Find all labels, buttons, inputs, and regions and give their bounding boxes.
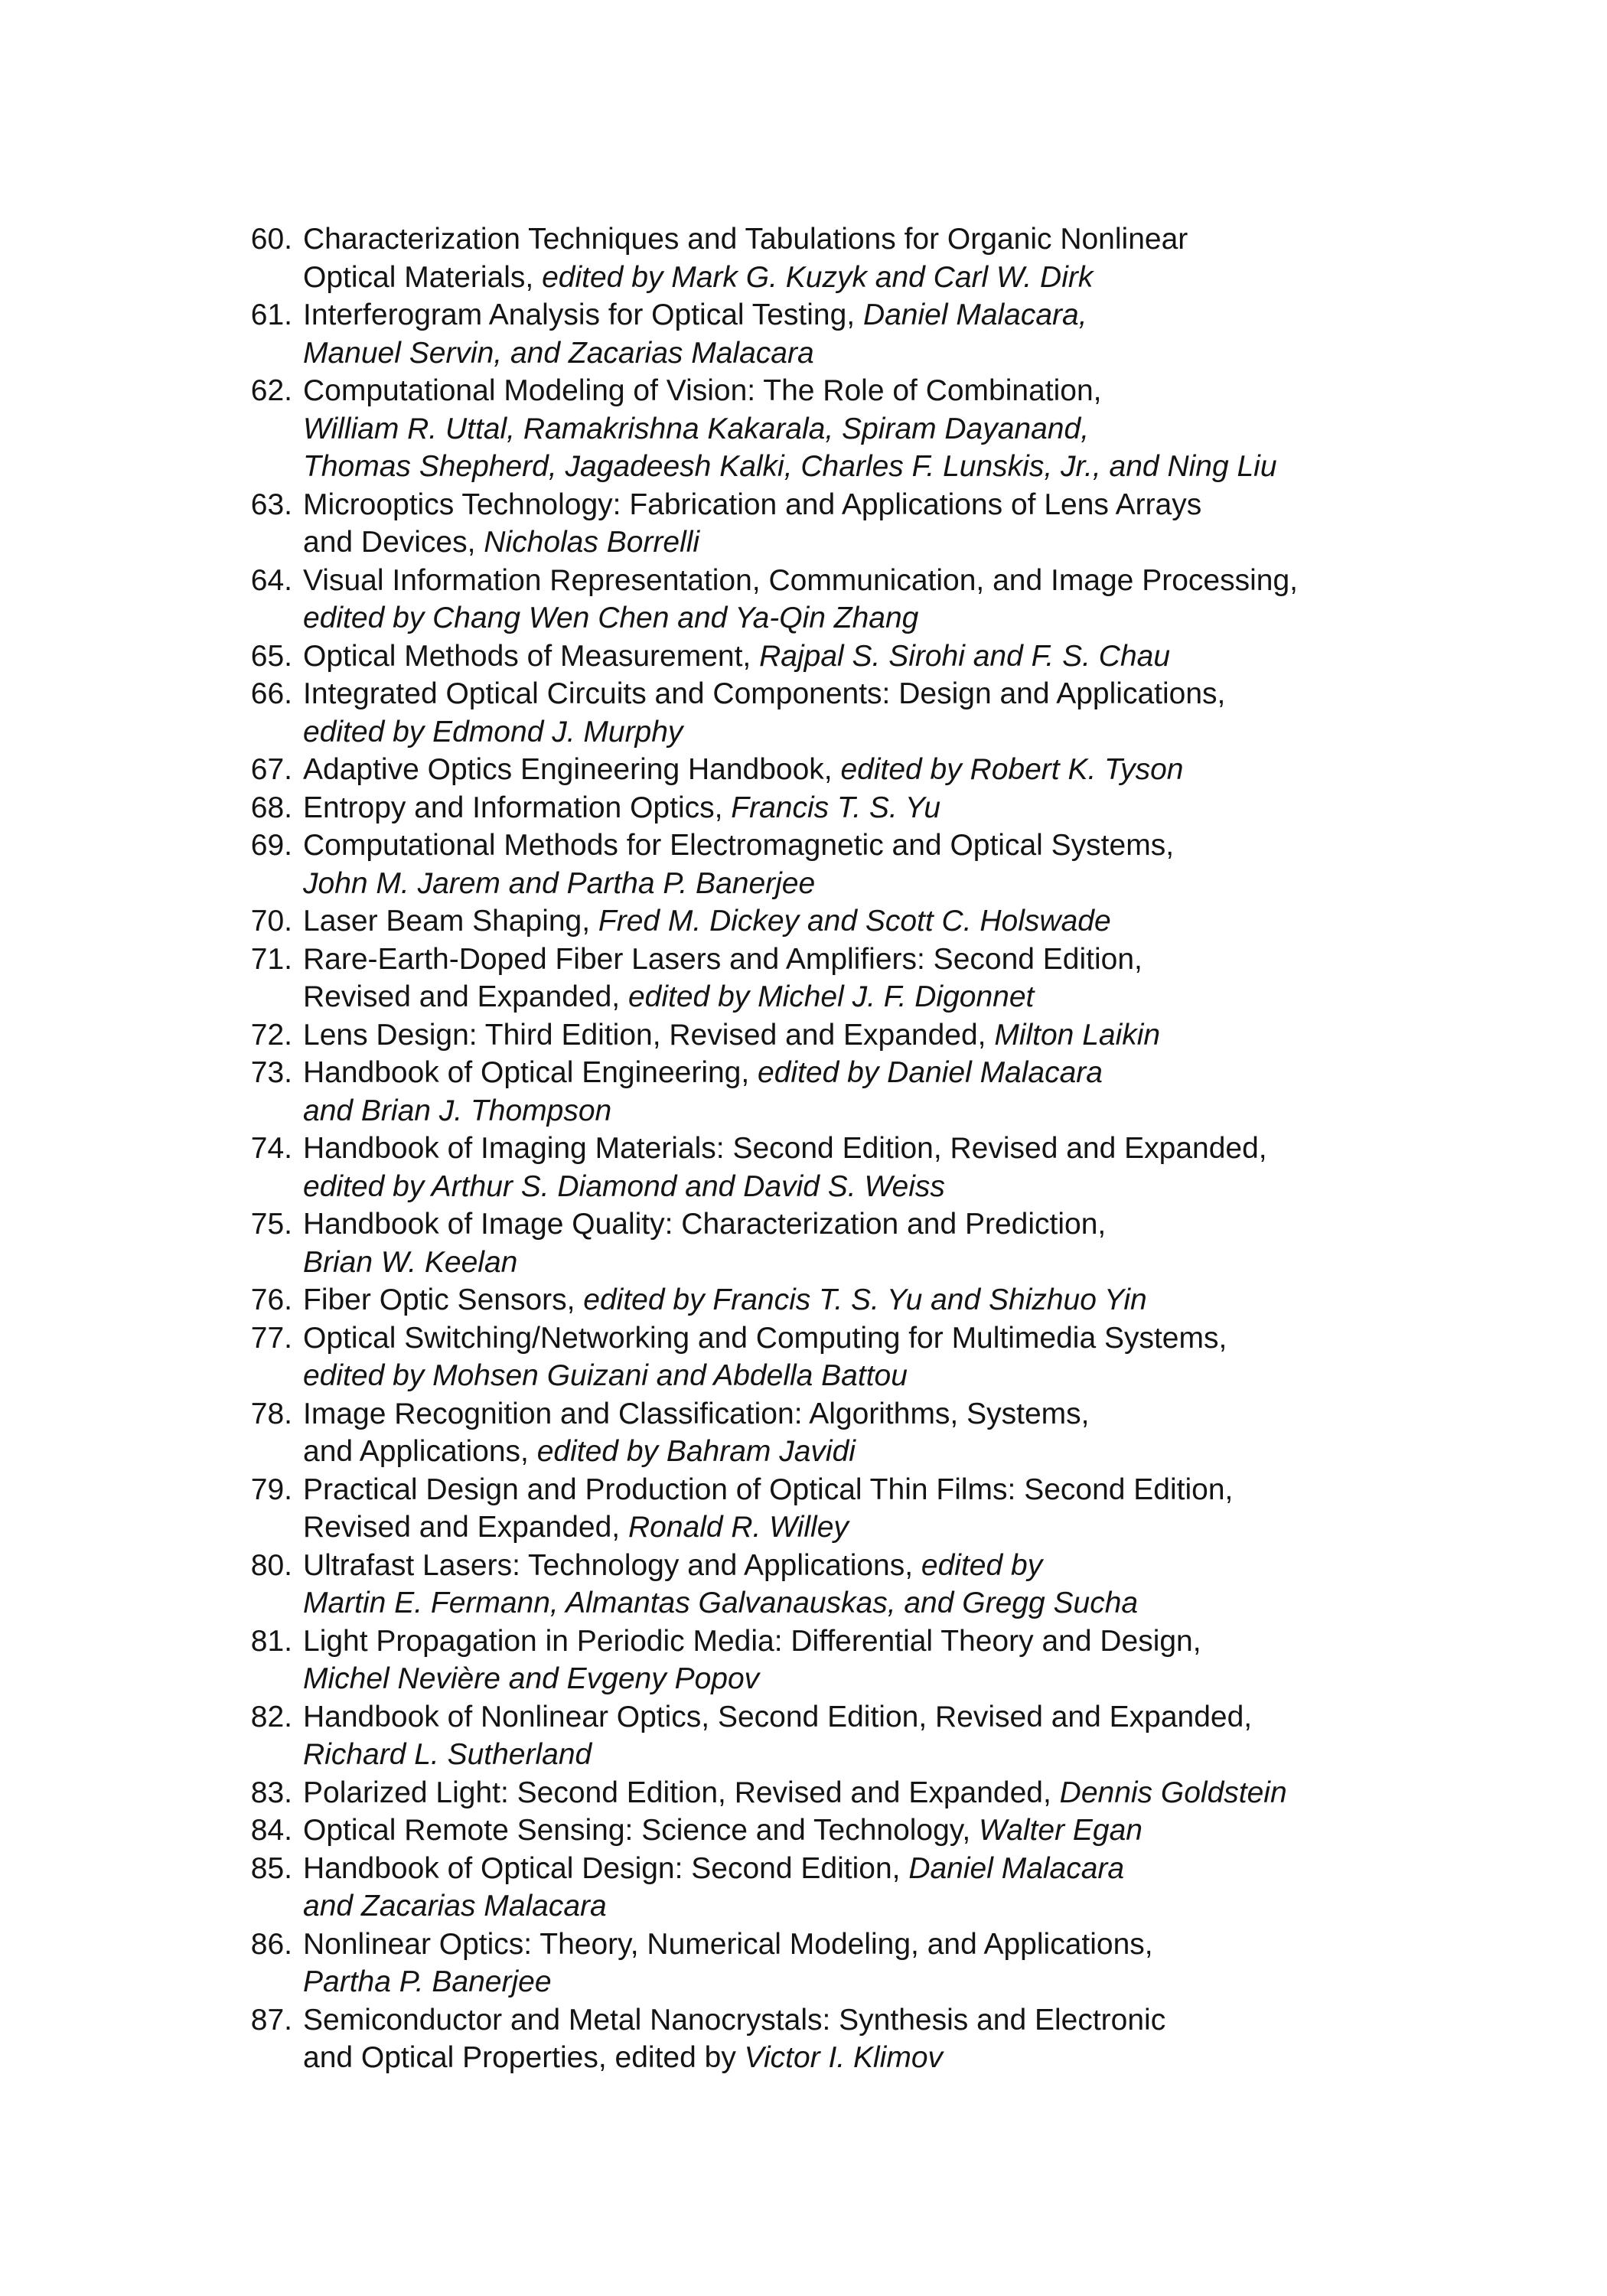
author-text: Ronald R. Willey <box>627 1511 849 1544</box>
list-item <box>230 1016 1423 1055</box>
list-item <box>230 827 1423 902</box>
entry-citation <box>292 1319 1227 1395</box>
entry-citation <box>292 1471 1233 1547</box>
author-text: Rajpal S. Sirohi and F. S. Chau <box>759 639 1171 673</box>
entry-citation <box>292 2001 1165 2077</box>
entry-number: 63. <box>250 488 292 521</box>
author-text: edited by <box>921 1548 1043 1582</box>
entry-number: 71. <box>250 942 292 976</box>
list-item <box>230 1547 1423 1623</box>
author-text: Milton Laikin <box>994 1018 1161 1052</box>
entry-citation <box>292 941 1143 1016</box>
entry-citation <box>292 1926 1153 2001</box>
title-text: Handbook of Imaging Materials: Second Edition, Revised and Expanded, <box>303 1132 1267 1165</box>
title-text: Laser Beam Shaping, <box>303 905 598 938</box>
citation-line <box>303 410 1277 448</box>
author-text: edited by Michel J. F. Digonnet <box>627 980 1035 1013</box>
entry-number: 68. <box>250 791 292 824</box>
author-text: edited by Bahram Javidi <box>536 1435 856 1468</box>
entry-citation <box>292 1205 1106 1281</box>
entry-number: 65. <box>250 639 292 673</box>
title-text: Characterization Techniques and Tabulations for Organic Nonlinear <box>303 223 1188 256</box>
title-text: Optical Remote Sensing: Science and Technology, <box>303 1814 980 1847</box>
list-item <box>230 1850 1423 1926</box>
citation-line <box>303 523 1201 562</box>
entry-citation <box>292 1130 1267 1205</box>
entry-citation <box>292 486 1201 562</box>
entry-number: 73. <box>250 1056 292 1089</box>
entry-citation <box>292 1774 1287 1812</box>
entry-citation <box>292 1547 1138 1623</box>
entry-number: 61. <box>250 298 292 331</box>
title-text: and Devices, <box>303 526 484 559</box>
author-text: Thomas Shepherd, Jagadeesh Kalki, Charles F. Lunskis, Jr., and Ning Liu <box>303 450 1277 483</box>
title-text: Computational Modeling of Vision: The Role of Combination, <box>303 374 1102 407</box>
title-text: Adaptive Optics Engineering Handbook, <box>303 753 841 786</box>
entry-number: 79. <box>250 1473 292 1506</box>
entry-citation <box>292 827 1174 902</box>
entry-number: 75. <box>250 1208 292 1241</box>
author-text: Dennis Goldstein <box>1059 1776 1287 1809</box>
citation-line <box>303 1433 1089 1471</box>
citation-line <box>303 1887 1124 1926</box>
entry-citation <box>292 1623 1201 1698</box>
author-text: Fred M. Dickey and Scott C. Holswade <box>598 905 1111 938</box>
citation-line <box>303 599 1298 638</box>
citation-line <box>303 562 1298 600</box>
list-item <box>230 902 1423 941</box>
author-text: Martin E. Fermann, Almantas Galvanauskas, and Gregg Sucha <box>303 1587 1139 1619</box>
title-text: Revised and Expanded, <box>303 980 628 1013</box>
entry-number: 76. <box>250 1283 292 1316</box>
author-text: Walter Egan <box>979 1814 1143 1847</box>
citation-line <box>303 675 1225 713</box>
list-item <box>230 2001 1423 2077</box>
citation-line <box>303 1205 1106 1244</box>
title-text: Microoptics Technology: Fabrication and Applications of Lens Arrays <box>303 488 1202 521</box>
title-text: Revised and Expanded, <box>303 1511 628 1544</box>
citation-line <box>303 1623 1201 1661</box>
citation-line <box>303 1963 1153 2001</box>
author-text: edited by Mark G. Kuzyk and Carl W. Dirk <box>542 260 1094 294</box>
list-item <box>230 1774 1423 1812</box>
citation-line <box>303 1926 1153 1964</box>
entry-number: 74. <box>250 1132 292 1165</box>
list-item <box>230 675 1423 751</box>
entry-number: 72. <box>250 1018 292 1052</box>
author-text: Daniel Malacara <box>908 1851 1125 1885</box>
entry-citation <box>292 638 1170 676</box>
citation-line <box>303 1092 1103 1130</box>
citation-line <box>303 2039 1165 2077</box>
citation-line <box>303 259 1188 297</box>
list-item <box>230 1054 1423 1130</box>
title-text: Polarized Light: Second Edition, Revised and Expanded, <box>303 1776 1060 1809</box>
book-series-list <box>230 220 1423 2077</box>
citation-line <box>303 751 1183 789</box>
citation-line <box>303 713 1225 752</box>
author-text: edited by Edmond J. Murphy <box>303 715 683 748</box>
author-text: edited by Francis T. S. Yu and Shizhuo Yin <box>583 1283 1147 1316</box>
citation-line <box>303 1395 1089 1433</box>
author-text: Brian W. Keelan <box>303 1245 518 1279</box>
citation-line <box>303 1736 1252 1774</box>
citation-line <box>303 1812 1143 1850</box>
list-item <box>230 941 1423 1016</box>
list-item <box>230 1281 1423 1319</box>
citation-line <box>303 1244 1106 1282</box>
title-text: Lens Design: Third Edition, Revised and Expanded, <box>303 1018 995 1052</box>
citation-line <box>303 220 1188 259</box>
entry-citation <box>292 789 940 827</box>
title-text: Light Propagation in Periodic Media: Differential Theory and Design, <box>303 1624 1201 1658</box>
title-text: Handbook of Optical Design: Second Edition, <box>303 1851 909 1885</box>
author-text: William R. Uttal, Ramakrishna Kakarala, Spiram Dayanand, <box>303 412 1090 445</box>
list-item <box>230 1395 1423 1471</box>
title-text: Handbook of Image Quality: Characterization and Prediction, <box>303 1208 1107 1241</box>
title-text: Practical Design and Production of Optical Thin Films: Second Edition, <box>303 1473 1234 1506</box>
title-text: Optical Methods of Measurement, <box>303 639 760 673</box>
list-item <box>230 1623 1423 1698</box>
entry-number: 84. <box>250 1814 292 1847</box>
citation-line <box>303 1281 1147 1319</box>
citation-line <box>303 827 1174 865</box>
author-text: and Brian J. Thompson <box>303 1094 612 1127</box>
entry-citation <box>292 372 1277 486</box>
list-item <box>230 638 1423 676</box>
author-text: and Zacarias Malacara <box>303 1890 607 1923</box>
citation-line <box>303 1547 1138 1585</box>
citation-line <box>303 1054 1103 1092</box>
citation-line <box>303 1357 1227 1395</box>
entry-citation <box>292 220 1188 296</box>
citation-line <box>303 638 1170 676</box>
entry-number: 78. <box>250 1397 292 1430</box>
title-text: Entropy and Information Optics, <box>303 791 732 824</box>
list-item <box>230 562 1423 638</box>
list-item <box>230 372 1423 486</box>
citation-line <box>303 1016 1160 1055</box>
citation-line <box>303 1319 1227 1358</box>
author-text: edited by Chang Wen Chen and Ya-Qin Zhang <box>303 602 919 634</box>
title-text: Handbook of Nonlinear Optics, Second Edition, Revised and Expanded, <box>303 1700 1253 1733</box>
author-text: Richard L. Sutherland <box>303 1738 592 1771</box>
title-text: Handbook of Optical Engineering, <box>303 1056 758 1089</box>
title-text: Optical Materials, <box>303 260 543 294</box>
author-text: Victor I. Klimov <box>744 2041 944 2074</box>
entry-number: 86. <box>250 1927 292 1961</box>
citation-line <box>303 1168 1267 1206</box>
author-text: Michel Nevière and Evgeny Popov <box>303 1662 760 1695</box>
author-text: Nicholas Borrelli <box>484 526 700 559</box>
title-text: Visual Information Representation, Communication, and Image Processing, <box>303 563 1298 597</box>
title-text: Fiber Optic Sensors, <box>303 1283 584 1316</box>
list-item <box>230 789 1423 827</box>
entry-citation <box>292 902 1111 941</box>
citation-line <box>303 1584 1138 1623</box>
citation-line <box>303 1698 1252 1737</box>
entry-citation <box>292 1281 1147 1319</box>
citation-line <box>303 1508 1233 1547</box>
entry-number: 66. <box>250 677 292 710</box>
entry-citation <box>292 751 1183 789</box>
list-item <box>230 1319 1423 1395</box>
citation-line <box>303 296 1087 334</box>
author-text: edited by Daniel Malacara <box>758 1056 1103 1089</box>
title-text: Computational Methods for Electromagnetic and Optical Systems, <box>303 829 1175 862</box>
title-text: Integrated Optical Circuits and Components: Design and Applications, <box>303 677 1226 710</box>
title-text: Ultrafast Lasers: Technology and Applications, <box>303 1548 921 1582</box>
entry-number: 70. <box>250 905 292 938</box>
entry-citation <box>292 296 1087 372</box>
list-item <box>230 220 1423 296</box>
entry-citation <box>292 1812 1143 1850</box>
title-text: Semiconductor and Metal Nanocrystals: Synthesis and Electronic <box>303 2003 1166 2037</box>
list-item <box>230 1130 1423 1205</box>
entry-number: 80. <box>250 1548 292 1582</box>
entry-citation <box>292 675 1225 751</box>
citation-line <box>303 486 1201 524</box>
list-item <box>230 1698 1423 1774</box>
citation-line <box>303 902 1111 941</box>
citation-line <box>303 2001 1165 2040</box>
citation-line <box>303 1660 1201 1698</box>
citation-line <box>303 1471 1233 1509</box>
citation-line <box>303 334 1087 373</box>
list-item <box>230 751 1423 789</box>
entry-number: 64. <box>250 563 292 597</box>
entry-number: 69. <box>250 829 292 862</box>
entry-citation <box>292 1395 1089 1471</box>
title-text: Interferogram Analysis for Optical Testing, <box>303 298 863 331</box>
citation-line <box>303 865 1174 903</box>
entry-number: 83. <box>250 1776 292 1809</box>
entry-number: 85. <box>250 1851 292 1885</box>
entry-citation <box>292 1054 1103 1130</box>
entry-citation <box>292 1850 1124 1926</box>
entry-number: 87. <box>250 2003 292 2037</box>
citation-line <box>303 789 940 827</box>
author-text: Francis T. S. Yu <box>731 791 941 824</box>
citation-line <box>303 1130 1267 1168</box>
author-text: Daniel Malacara, <box>862 298 1087 331</box>
citation-line <box>303 941 1143 979</box>
author-text: Partha P. Banerjee <box>303 1965 552 1998</box>
title-text: and Applications, <box>303 1435 537 1468</box>
entry-number: 62. <box>250 374 292 407</box>
list-item <box>230 1812 1423 1850</box>
author-text: John M. Jarem and Partha P. Banerjee <box>303 866 816 900</box>
entry-citation <box>292 1016 1160 1055</box>
citation-line <box>303 978 1143 1016</box>
title-text: Nonlinear Optics: Theory, Numerical Modeling, and Applications, <box>303 1927 1153 1961</box>
citation-line <box>303 1850 1124 1888</box>
title-text: and Optical Properties, edited by <box>303 2041 745 2074</box>
author-text: Manuel Servin, and Zacarias Malacara <box>303 336 814 370</box>
citation-line <box>303 448 1277 486</box>
entry-number: 67. <box>250 753 292 786</box>
list-item <box>230 1205 1423 1281</box>
list-item <box>230 1926 1423 2001</box>
author-text: edited by Robert K. Tyson <box>840 753 1184 786</box>
entry-citation <box>292 562 1298 638</box>
title-text: Optical Switching/Networking and Computing for Multimedia Systems, <box>303 1321 1227 1355</box>
author-text: edited by Arthur S. Diamond and David S. Weiss <box>303 1169 945 1203</box>
title-text: Rare-Earth-Doped Fiber Lasers and Amplifiers: Second Edition, <box>303 942 1143 976</box>
citation-line <box>303 1774 1287 1812</box>
title-text: Image Recognition and Classification: Algorithms, Systems, <box>303 1397 1090 1430</box>
list-item <box>230 1471 1423 1547</box>
entry-number: 81. <box>250 1624 292 1658</box>
author-text: edited by Mohsen Guizani and Abdella Battou <box>303 1359 908 1392</box>
entry-citation <box>292 1698 1252 1774</box>
citation-line <box>303 372 1277 410</box>
entry-number: 60. <box>250 223 292 256</box>
list-item <box>230 486 1423 562</box>
entry-number: 82. <box>250 1700 292 1733</box>
entry-number: 77. <box>250 1321 292 1355</box>
list-item <box>230 296 1423 372</box>
